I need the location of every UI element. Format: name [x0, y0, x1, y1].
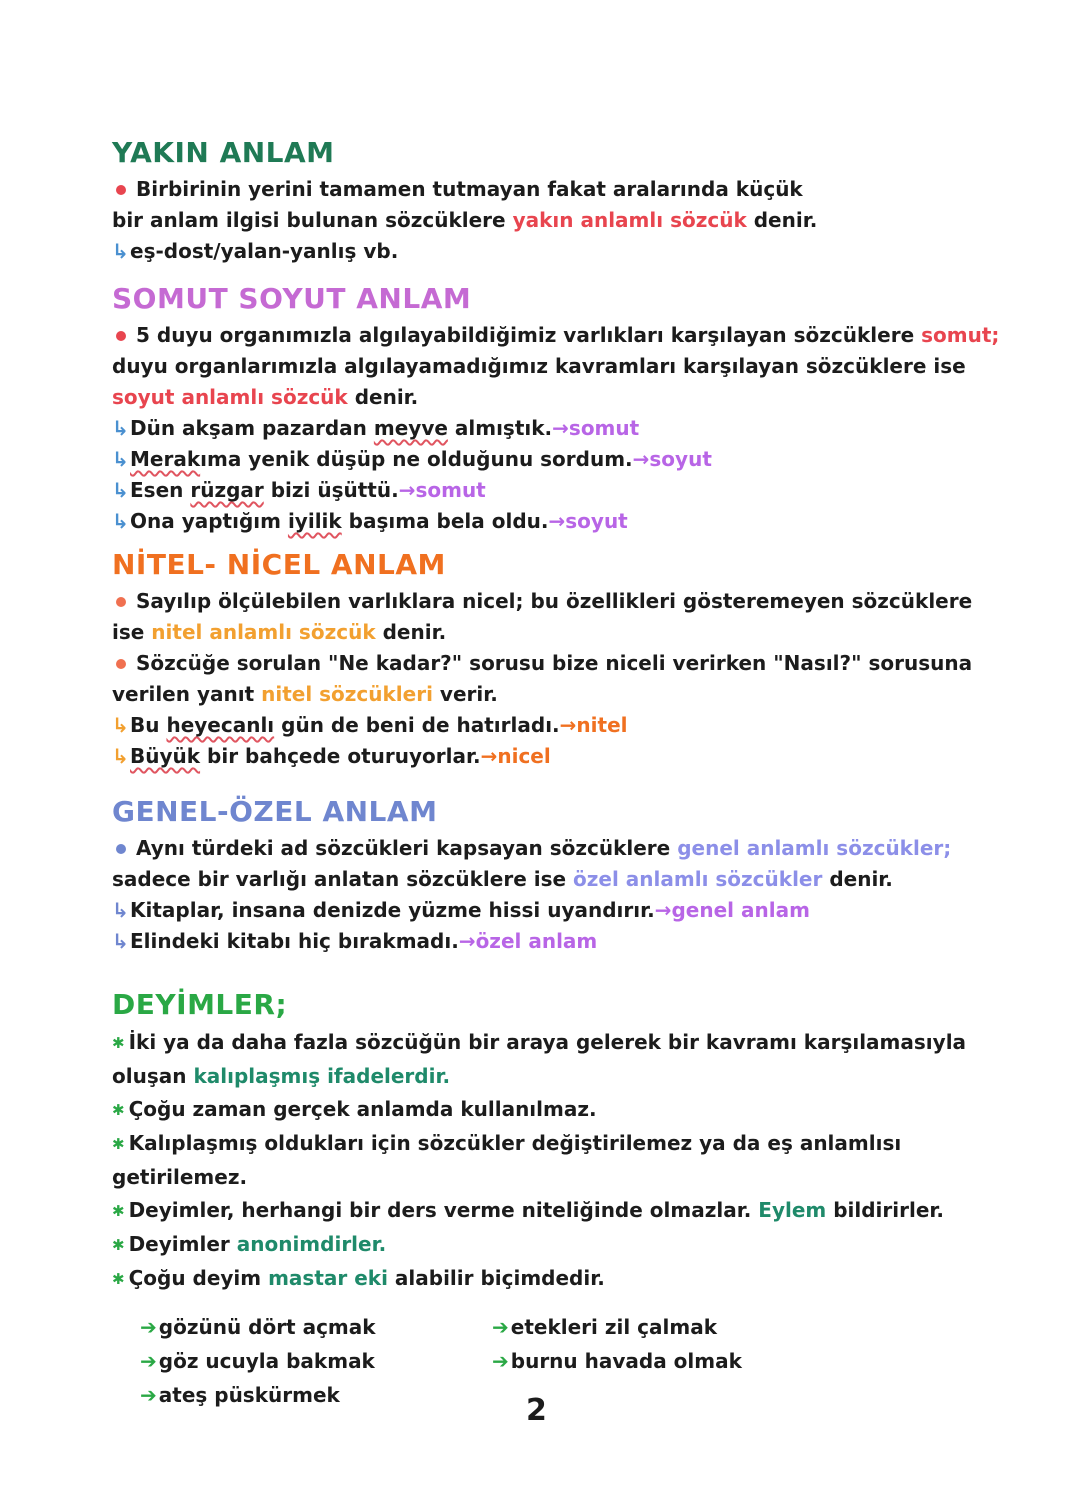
section-nitel-nicel [112, 548, 992, 772]
flower-bullet-icon: ✱ [112, 1135, 125, 1153]
arrow-right-icon: ➔ [140, 1383, 157, 1407]
text-line: oluşan kalıplaşmış ifadelerdir. [112, 1064, 451, 1088]
bullet-icon [116, 659, 126, 669]
example-line: ↳Elindeki kitabı hiç bırakmadı.→özel anlam [112, 926, 992, 957]
arrow-right-icon: ➔ [492, 1315, 509, 1339]
highlight-term: genel anlamlı sözcükler; [677, 836, 952, 860]
example-line: ↳Merakıma yenik düşüp ne olduğunu sordum.→soyut [112, 444, 992, 475]
bullet-icon [116, 331, 126, 341]
examples-right-column [492, 1310, 742, 1378]
example-line: ↳Bu heyecanlı gün de beni de hatırladı.→nitel [112, 710, 992, 741]
example-item: ➔ etekleri zil çalmak [492, 1315, 718, 1339]
example-line: ↳Ona yaptığım iyilik başıma bela oldu.→soyut [112, 506, 992, 537]
highlight-term: nitel anlamlı sözcük [151, 620, 376, 644]
tag-label: →nitel [559, 713, 628, 737]
flower-bullet-icon: ✱ [112, 1236, 125, 1254]
heading-genel-ozel: GENEL-ÖZEL ANLAM [112, 795, 438, 828]
example-line: ↳Büyük bir bahçede oturuyorlar.→nicel [112, 741, 992, 772]
arrow-right-icon: ➔ [492, 1349, 509, 1373]
tag-label: →somut [398, 478, 486, 502]
text-line: ✱ Çoğu deyim mastar eki alabilir biçimdedir. [112, 1262, 1012, 1296]
heading-deyimler: DEYİMLER; [112, 988, 288, 1021]
arrow-right-icon: ➔ [140, 1315, 157, 1339]
highlight-term: yakın anlamlı sözcük [512, 208, 747, 232]
highlight-term: mastar eki [268, 1266, 388, 1290]
text-line: Sayılıp ölçülebilen varlıklara nicel; bu özellikleri gösteremeyen sözcüklere [112, 586, 992, 617]
section-somut-soyut [112, 282, 1000, 537]
flower-bullet-icon: ✱ [112, 1034, 125, 1052]
text-line: Birbirinin yerini tamamen tutmayan fakat aralarında küçük [112, 174, 992, 205]
text-line: ✱ Kalıplaşmış oldukları için sözcükler değiştirilemez ya da eş anlamlısı [112, 1127, 1012, 1161]
highlight-term: kalıplaşmış ifadelerdir. [193, 1064, 451, 1088]
example-item: ➔ burnu havada olmak [492, 1349, 742, 1373]
example-item: ➔ ateş püskürmek [140, 1383, 340, 1407]
example-item: ➔ gözünü dört açmak [140, 1315, 376, 1339]
highlight-term: anonimdirler. [236, 1232, 387, 1256]
example-line: ↳eş-dost/yalan-yanlış vb. [112, 236, 992, 267]
text-line: ✱ Deyimler, herhangi bir ders verme niteliğinde olmazlar. Eylem bildirirler. [112, 1194, 1012, 1228]
arrow-right-icon: ➔ [140, 1349, 157, 1373]
tag-label: →soyut [548, 509, 628, 533]
bullet-icon [116, 844, 126, 854]
highlight-term: soyut anlamlı sözcük [112, 385, 348, 409]
heading-yakin-anlam: YAKIN ANLAM [112, 136, 335, 169]
page-number: 2 [526, 1393, 547, 1428]
turn-arrow-icon: ↳ [112, 744, 129, 768]
text-line: verilen yanıt nitel sözcükleri verir. [112, 682, 498, 706]
turn-arrow-icon: ↳ [112, 239, 129, 263]
section-genel-ozel [112, 795, 992, 957]
turn-arrow-icon: ↳ [112, 447, 129, 471]
text-line: soyut anlamlı sözcük denir. [112, 385, 419, 409]
highlight-term: somut; [921, 323, 1000, 347]
example-item: ➔ göz ucuyla bakmak [140, 1349, 375, 1373]
heading-nitel-nicel: NİTEL- NİCEL ANLAM [112, 548, 446, 581]
text-line: ✱ Deyimler anonimdirler. [112, 1228, 1012, 1262]
tag-label: →soyut [632, 447, 712, 471]
section-yakin-anlam [112, 136, 992, 267]
text-line: duyu organlarımızla algılayamadığımız kavramları karşılayan sözcüklere ise [112, 354, 966, 378]
tag-label: →genel anlam [654, 898, 810, 922]
examples-left-column [140, 1310, 376, 1412]
turn-arrow-icon: ↳ [112, 478, 129, 502]
text-line: ise nitel anlamlı sözcük denir. [112, 620, 447, 644]
turn-arrow-icon: ↳ [112, 929, 129, 953]
text-line: 5 duyu organımızla algılayabildiğimiz varlıkları karşılayan sözcüklere somut; [112, 320, 992, 351]
text-line: Sözcüğe sorulan "Ne kadar?" sorusu bize niceli verirken "Nasıl?" sorusuna [112, 648, 992, 679]
bullet-icon [116, 185, 126, 195]
turn-arrow-icon: ↳ [112, 509, 129, 533]
example-line: ↳Kitaplar, insana denizde yüzme hissi uyandırır.→genel anlam [112, 895, 992, 926]
text-line: bir anlam ilgisi bulunan sözcüklere yakın anlamlı sözcük denir. [112, 208, 818, 232]
tag-label: →nicel [480, 744, 551, 768]
example-line: ↳Dün akşam pazardan meyve almıştık.→somut [112, 413, 992, 444]
turn-arrow-icon: ↳ [112, 416, 129, 440]
heading-somut-soyut: SOMUT SOYUT ANLAM [112, 282, 472, 315]
text-line: getirilemez. [112, 1165, 248, 1189]
tag-label: →somut [552, 416, 640, 440]
text-line: sadece bir varlığı anlatan sözcüklere ise özel anlamlı sözcükler denir. [112, 867, 893, 891]
text-line: ✱ Çoğu zaman gerçek anlamda kullanılmaz. [112, 1093, 1012, 1127]
example-line: ↳Esen rüzgar bizi üşüttü.→somut [112, 475, 992, 506]
section-deyimler [112, 988, 1012, 1296]
turn-arrow-icon: ↳ [112, 713, 129, 737]
flower-bullet-icon: ✱ [112, 1270, 125, 1288]
flower-bullet-icon: ✱ [112, 1202, 125, 1220]
text-line: ✱ İki ya da daha fazla sözcüğün bir araya gelerek bir kavramı karşılamasıyla [112, 1026, 1012, 1060]
text-line: Aynı türdeki ad sözcükleri kapsayan sözcüklere genel anlamlı sözcükler; [112, 833, 992, 864]
bullet-icon [116, 597, 126, 607]
highlight-term: özel anlamlı sözcükler [573, 867, 823, 891]
flower-bullet-icon: ✱ [112, 1101, 125, 1119]
highlight-term: nitel sözcükleri [261, 682, 433, 706]
tag-label: →özel anlam [458, 929, 598, 953]
highlight-term: Eylem [758, 1198, 827, 1222]
turn-arrow-icon: ↳ [112, 898, 129, 922]
